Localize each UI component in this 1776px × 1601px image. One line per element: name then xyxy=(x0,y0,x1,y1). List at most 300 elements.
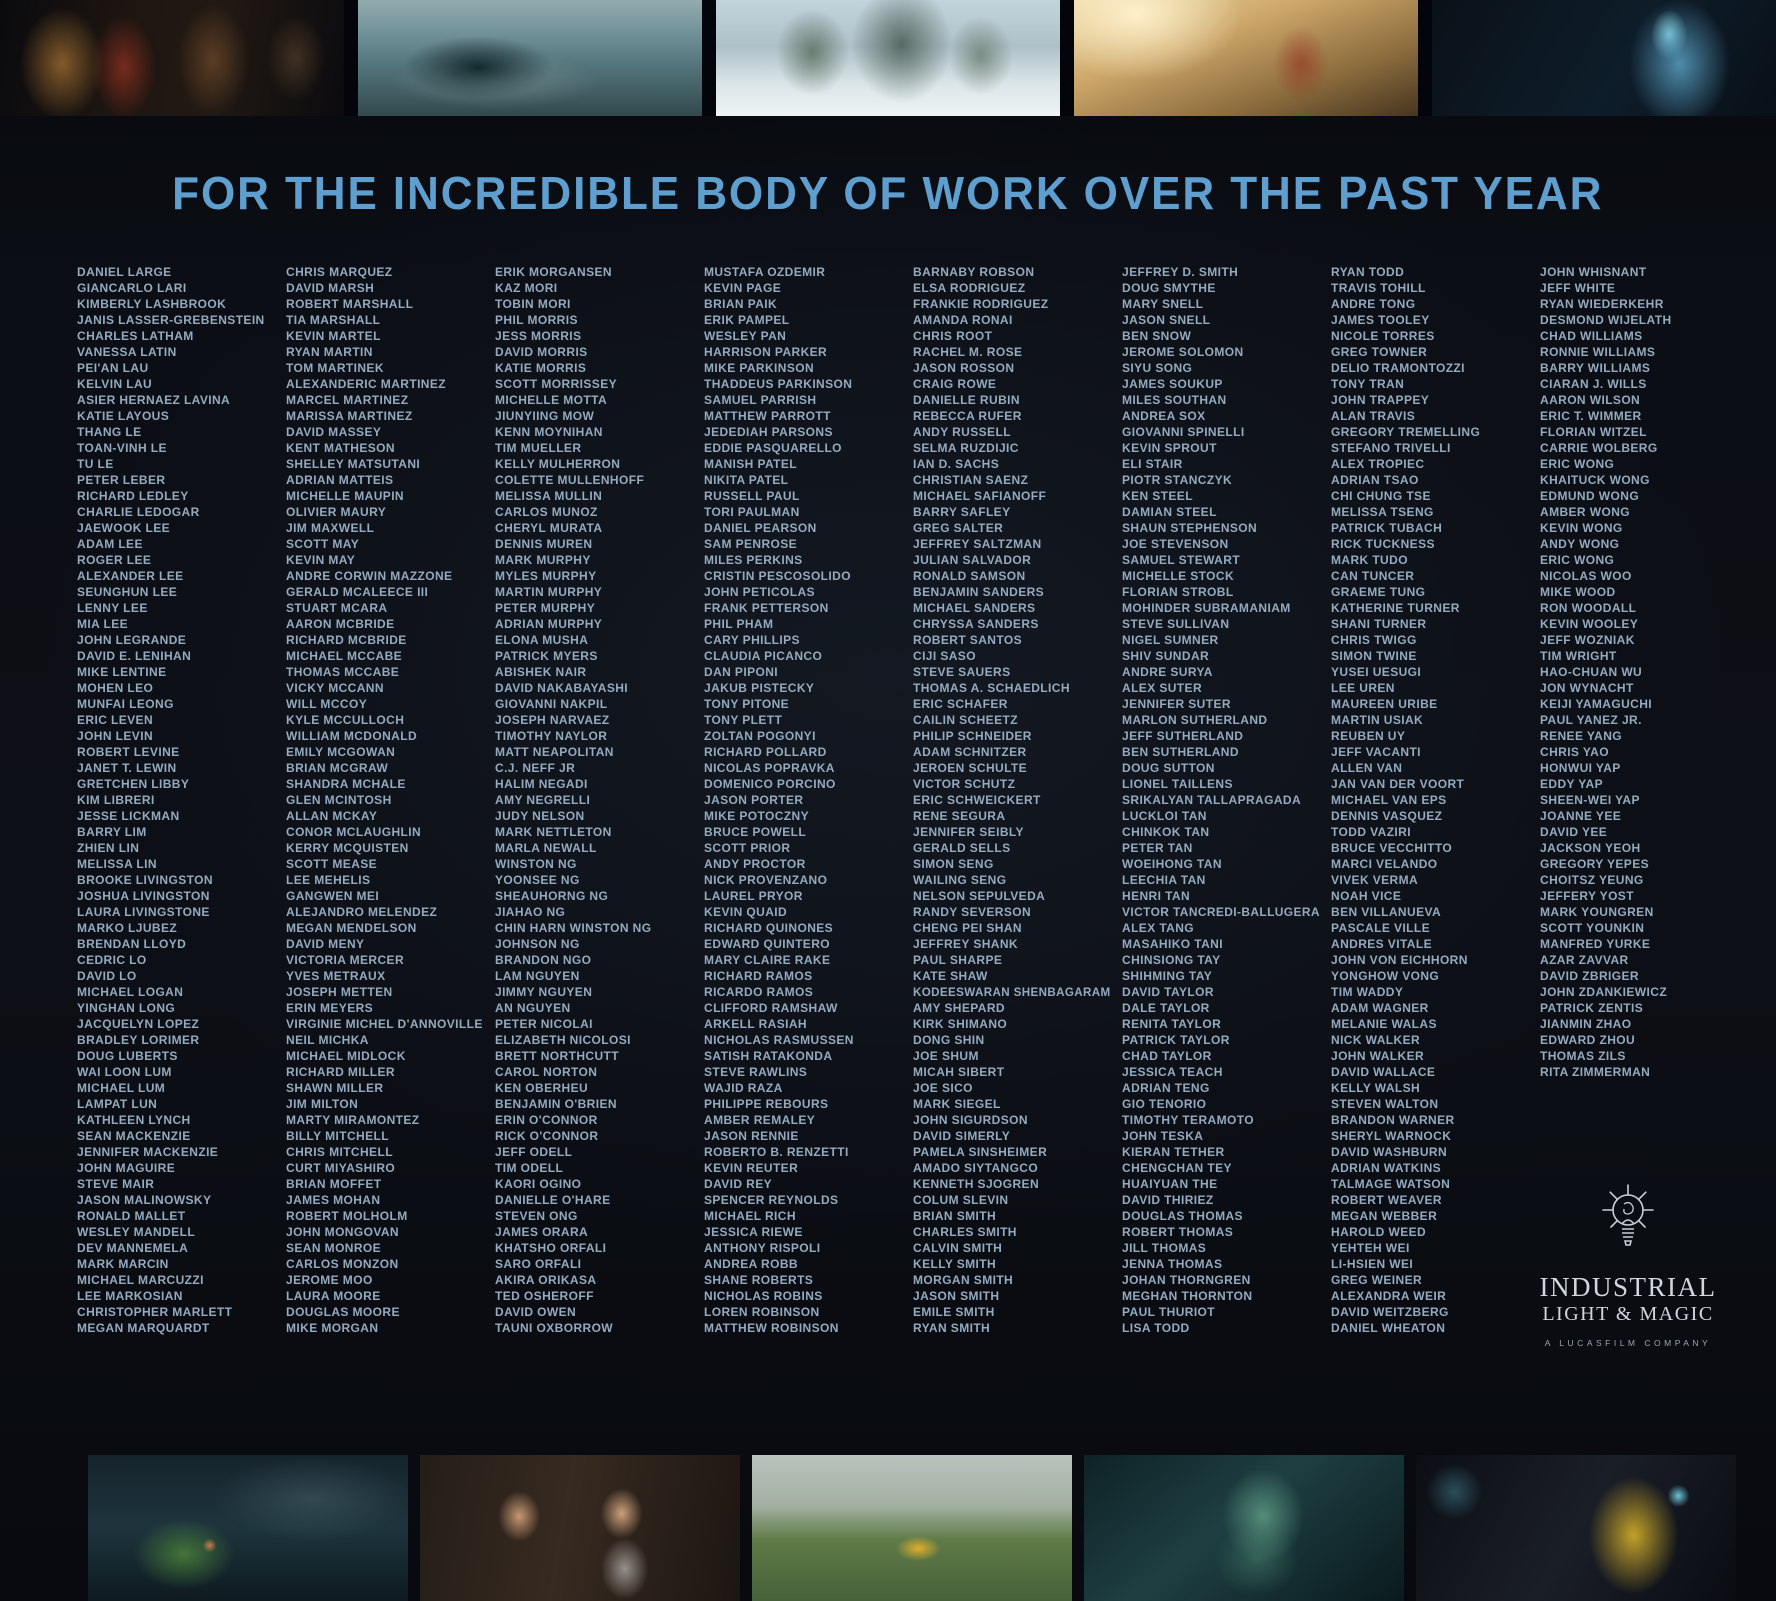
credit-name: MELISSA LIN xyxy=(77,857,157,871)
credit-name: JOHNSON NG xyxy=(495,937,580,951)
credit-name: TOM MARTINEK xyxy=(286,361,384,375)
credit-name: HARRISON PARKER xyxy=(704,345,828,359)
credit-name: SHANI TURNER xyxy=(1331,617,1427,631)
credit-name: DAN PIPONI xyxy=(704,665,779,679)
credit-name: ANDREA ROBB xyxy=(704,1257,798,1271)
credit-name: BRADLEY LORIMER xyxy=(77,1033,200,1047)
credit-name: ANDRE CORWIN MAZZONE xyxy=(286,569,453,583)
credit-name: VIRGINIE MICHEL D'ANNOVILLE xyxy=(286,1017,483,1031)
credit-name: MICHELLE MAUPIN xyxy=(286,489,404,503)
credit-name: JOHN LEVIN xyxy=(77,729,154,743)
credit-name: BRIAN MCGRAW xyxy=(286,761,389,775)
credit-name: ADAM WAGNER xyxy=(1331,1001,1429,1015)
credit-name: SELMA RUZDIJIC xyxy=(913,441,1019,455)
credit-name: PASCALE VILLE xyxy=(1331,921,1430,935)
credit-name: TIMOTHY TERAMOTO xyxy=(1122,1113,1254,1127)
credit-name: HAO-CHUAN WU xyxy=(1540,665,1643,679)
credit-name: KATE SHAW xyxy=(913,969,988,983)
credit-name: JASON ROSSON xyxy=(913,361,1015,375)
credit-name: GLEN MCINTOSH xyxy=(286,793,392,807)
ilm-logo-line1: INDUSTRIAL xyxy=(1539,1272,1717,1302)
credit-name: YVES METRAUX xyxy=(286,969,386,983)
credit-name: BARNABY ROBSON xyxy=(913,265,1035,279)
still-iron-man-armor-hall xyxy=(0,0,344,116)
credit-name: GRETCHEN LIBBY xyxy=(77,777,190,791)
credit-name: SHEEN-WEI YAP xyxy=(1540,793,1640,807)
credit-name: KEN OBERHEU xyxy=(495,1081,589,1095)
credit-name: VICTOR TANCREDI-BALLUGERA xyxy=(1122,905,1320,919)
credit-name: SHANDRA MCHALE xyxy=(286,777,406,791)
credit-name: EDWARD QUINTERO xyxy=(704,937,830,951)
credit-name: NELSON SEPULVEDA xyxy=(913,889,1046,903)
credit-name: COLUM SLEVIN xyxy=(913,1193,1009,1207)
credit-name: MARK YOUNGREN xyxy=(1540,905,1654,919)
credit-name: BARRY SAFLEY xyxy=(913,505,1011,519)
credit-name: ALEX TANG xyxy=(1122,921,1195,935)
credit-name: JOSHUA LIVINGSTON xyxy=(77,889,210,903)
credit-name: MICHELLE MOTTA xyxy=(495,393,608,407)
credit-name: RICHARD MCBRIDE xyxy=(286,633,407,647)
credit-name: MORGAN SMITH xyxy=(913,1273,1014,1287)
credit-name: GIOVANNI SPINELLI xyxy=(1122,425,1245,439)
credit-name: HUAIYUAN THE xyxy=(1122,1177,1218,1191)
credit-name: BEN SNOW xyxy=(1122,329,1192,343)
credit-name: LEE UREN xyxy=(1331,681,1395,695)
still-jurassic-rain-vehicle xyxy=(88,1455,408,1601)
credit-column xyxy=(1122,264,1331,1336)
credit-name: JEFFERY YOST xyxy=(1540,889,1634,903)
credit-column xyxy=(286,264,495,1336)
credit-name: LEE MARKOSIAN xyxy=(77,1289,183,1303)
credit-name: JOHN MONGOVAN xyxy=(286,1225,399,1239)
credit-name: SPENCER REYNOLDS xyxy=(704,1193,839,1207)
credit-name: ERIC LEVEN xyxy=(77,713,154,727)
credit-name: JAMES ORARA xyxy=(495,1225,589,1239)
credit-name: ROBERT MOLHOLM xyxy=(286,1209,408,1223)
credit-name: CAROL NORTON xyxy=(495,1065,598,1079)
credit-name: ALEXANDRA WEIR xyxy=(1331,1289,1447,1303)
credit-name: KELVIN LAU xyxy=(77,377,153,391)
credit-name: CHERYL MURATA xyxy=(495,521,603,535)
credit-name: RICHARD QUINONES xyxy=(704,921,834,935)
credit-name: MILES PERKINS xyxy=(704,553,803,567)
credit-name: JOHN PETICOLAS xyxy=(704,585,815,599)
credit-name: WESLEY PAN xyxy=(704,329,787,343)
credit-name: KEVIN MAY xyxy=(286,553,356,567)
credit-name: SCOTT MAY xyxy=(286,537,360,551)
credit-name: JEFF ODELL xyxy=(495,1145,573,1159)
credit-name: DAVID MENY xyxy=(286,937,365,951)
credit-name: PHILIPPE REBOURS xyxy=(704,1097,829,1111)
credit-name: MARK SIEGEL xyxy=(913,1097,1001,1111)
credit-name: DAVID WALLACE xyxy=(1331,1065,1436,1079)
credit-name: JIM MILTON xyxy=(286,1097,359,1111)
credit-name: RANDY SEVERSON xyxy=(913,905,1032,919)
credit-name: BARRY LIM xyxy=(77,825,147,839)
credit-name: NICOLAS WOO xyxy=(1540,569,1632,583)
credit-name: TIM ODELL xyxy=(495,1161,564,1175)
credit-column xyxy=(77,264,286,1336)
credit-name: TORI PAULMAN xyxy=(704,505,800,519)
credit-name: PAUL YANEZ JR. xyxy=(1540,713,1642,727)
credit-name: RICHARD MILLER xyxy=(286,1065,395,1079)
credit-name: SCOTT MORRISSEY xyxy=(495,377,618,391)
credit-name: RACHEL M. ROSE xyxy=(913,345,1023,359)
credit-name: VICKY MCCANN xyxy=(286,681,384,695)
credit-name: JEROME MOO xyxy=(286,1273,373,1287)
credit-name: TIM MUELLER xyxy=(495,441,582,455)
credit-name: ROBERT MARSHALL xyxy=(286,297,414,311)
ilm-lightbulb-icon xyxy=(1596,1182,1660,1262)
credit-name: CRISTIN PESCOSOLIDO xyxy=(704,569,851,583)
credit-name: MICAH SIBERT xyxy=(913,1065,1005,1079)
credit-name: JENNIFER SUTER xyxy=(1122,697,1231,711)
credit-name: MARKO LJUBEZ xyxy=(77,921,178,935)
credit-name: LOREN ROBINSON xyxy=(704,1305,820,1319)
credit-name: KIRK SHIMANO xyxy=(913,1017,1008,1031)
credit-name: JOHN LEGRANDE xyxy=(77,633,187,647)
credit-name: JAKUB PISTECKY xyxy=(704,681,815,695)
page-title-text: FOR THE INCREDIBLE BODY OF WORK OVER THE PAST YEAR xyxy=(172,167,1604,219)
credit-name: RENE SEGURA xyxy=(913,809,1006,823)
credit-name: MARY CLAIRE RAKE xyxy=(704,953,831,967)
credit-name: DAVID NAKABAYASHI xyxy=(495,681,629,695)
credit-name: RICARDO RAMOS xyxy=(704,985,814,999)
credit-name: CONOR MCLAUGHLIN xyxy=(286,825,422,839)
credit-name: BEN SUTHERLAND xyxy=(1122,745,1239,759)
credit-name: JIAHAO NG xyxy=(495,905,566,919)
credit-name: ALLEN VAN xyxy=(1331,761,1403,775)
credit-name: STEVE MAIR xyxy=(77,1177,155,1191)
credit-name: PHIL MORRIS xyxy=(495,313,578,327)
credit-name: ERIC WONG xyxy=(1540,553,1615,567)
credit-name: DENNIS MUREN xyxy=(495,537,593,551)
credit-name: ROBERT SANTOS xyxy=(913,633,1022,647)
credit-name: MANISH PATEL xyxy=(704,457,798,471)
credit-name: ANDRES VITALE xyxy=(1331,937,1432,951)
credit-name: PEI'AN LAU xyxy=(77,361,149,375)
credit-name: SAM PENROSE xyxy=(704,537,798,551)
credit-name: STEVE SAUERS xyxy=(913,665,1011,679)
credit-name: JEROEN SCHULTE xyxy=(913,761,1028,775)
credit-name: WILLIAM MCDONALD xyxy=(286,729,418,743)
credit-name: AARON MCBRIDE xyxy=(286,617,395,631)
credit-name: MARCI VELANDO xyxy=(1331,857,1438,871)
credit-name: NICK PROVENZANO xyxy=(704,873,828,887)
credit-name: JEFFREY SALTZMAN xyxy=(913,537,1042,551)
credit-name: ANDRE TONG xyxy=(1331,297,1416,311)
credit-name: NICHOLAS RASMUSSEN xyxy=(704,1033,854,1047)
credit-name: DAVID MARSH xyxy=(286,281,375,295)
credit-name: PETER TAN xyxy=(1122,841,1193,855)
credit-name: KEN STEEL xyxy=(1122,489,1193,503)
credit-name: RONALD MALLET xyxy=(77,1209,186,1223)
credit-name: HAROLD WEED xyxy=(1331,1225,1427,1239)
credit-name: KEIJI YAMAGUCHI xyxy=(1540,697,1653,711)
credit-name: ERIC WONG xyxy=(1540,457,1615,471)
credit-name: FRANKIE RODRIGUEZ xyxy=(913,297,1049,311)
credit-name: RICHARD RAMOS xyxy=(704,969,813,983)
credit-name: MANFRED YURKE xyxy=(1540,937,1651,951)
credit-name: MARLON SUTHERLAND xyxy=(1122,713,1268,727)
credit-name: KEVIN PAGE xyxy=(704,281,782,295)
credit-name: DOUG SUTTON xyxy=(1122,761,1215,775)
credit-name: MOHEN LEO xyxy=(77,681,154,695)
credit-name: RICK O'CONNOR xyxy=(495,1129,599,1143)
credit-name: DAVID OWEN xyxy=(495,1305,577,1319)
credit-name: JANET T. LEWIN xyxy=(77,761,177,775)
credit-name: CHRIS TWIGG xyxy=(1331,633,1417,647)
credit-name: KEVIN SPROUT xyxy=(1122,441,1217,455)
credit-name: JOHN WHISNANT xyxy=(1540,265,1647,279)
credit-name: GERALD MCALEECE III xyxy=(286,585,429,599)
credit-name: PAUL SHARPE xyxy=(913,953,1003,967)
still-tentacled-face xyxy=(1084,1455,1404,1601)
credit-name: JEFF WOZNIAK xyxy=(1540,633,1635,647)
still-sea-creature-ocean xyxy=(358,0,702,116)
credit-name: MARCEL MARTINEZ xyxy=(286,393,409,407)
credit-name: EDDY YAP xyxy=(1540,777,1604,791)
credit-column xyxy=(495,264,704,1336)
credit-name: CHRIS ROOT xyxy=(913,329,993,343)
ilm-logo-tagline: A LUCASFILM COMPANY xyxy=(1544,1338,1712,1348)
credit-name: VANESSA LATIN xyxy=(77,345,177,359)
credit-name: PAUL THURIOT xyxy=(1122,1305,1216,1319)
credit-name: CAILIN SCHEETZ xyxy=(913,713,1018,727)
credit-name: RYAN WIEDERKEHR xyxy=(1540,297,1664,311)
credit-name: JESSICA TEACH xyxy=(1122,1065,1223,1079)
credit-name: ARKELL RASIAH xyxy=(704,1017,807,1031)
credit-name: SATISH RATAKONDA xyxy=(704,1049,833,1063)
credit-name: PETER LEBER xyxy=(77,473,166,487)
credit-name: DOUGLAS THOMAS xyxy=(1122,1209,1243,1223)
credit-name: WESLEY MANDELL xyxy=(77,1225,196,1239)
credit-name: JANIS LASSER-GREBENSTEIN xyxy=(77,313,265,327)
credit-name: CHARLIE LEDOGAR xyxy=(77,505,200,519)
credit-name: PATRICK ZENTIS xyxy=(1540,1001,1644,1015)
credit-name: KEVIN MARTEL xyxy=(286,329,381,343)
credit-name: FLORIAN WITZEL xyxy=(1540,425,1647,439)
credit-name: SCOTT YOUNKIN xyxy=(1540,921,1645,935)
credit-name: AMBER WONG xyxy=(1540,505,1630,519)
credit-name: AMANDA RONAI xyxy=(913,313,1013,327)
credit-name: ANTHONY RISPOLI xyxy=(704,1241,821,1255)
credit-name: MEGAN WEBBER xyxy=(1331,1209,1438,1223)
credit-name: JILL THOMAS xyxy=(1122,1241,1207,1255)
film-strip-top xyxy=(0,0,1776,116)
credit-name: DANIELLE RUBIN xyxy=(913,393,1020,407)
credit-name: IAN D. SACHS xyxy=(913,457,1000,471)
credit-name: MOHINDER SUBRAMANIAM xyxy=(1122,601,1291,615)
credit-name: JASON MALINOWSKY xyxy=(77,1193,212,1207)
credit-name: JOSEPH NARVAEZ xyxy=(495,713,610,727)
credit-name: MICHAEL LUM xyxy=(77,1081,166,1095)
credit-name: DAMIAN STEEL xyxy=(1122,505,1217,519)
credit-name: MUNFAI LEONG xyxy=(77,697,174,711)
credit-name: ASIER HERNAEZ LAVINA xyxy=(77,393,231,407)
credit-name: CHARLES SMITH xyxy=(913,1225,1017,1239)
credit-name: RONNIE WILLIAMS xyxy=(1540,345,1656,359)
credit-name: REBECCA RUFER xyxy=(913,409,1022,423)
credit-name: TAUNI OXBORROW xyxy=(495,1321,614,1335)
credit-name: JUDY NELSON xyxy=(495,809,585,823)
credit-name: DAVID MASSEY xyxy=(286,425,382,439)
credit-name: CARRIE WOLBERG xyxy=(1540,441,1658,455)
credit-name: SARO ORFALI xyxy=(495,1257,582,1271)
credit-name: ADAM LEE xyxy=(77,537,143,551)
credit-name: THANG LE xyxy=(77,425,142,439)
credit-name: MARLA NEWALL xyxy=(495,841,597,855)
credit-name: LIONEL TAILLENS xyxy=(1122,777,1233,791)
credit-name: AN NGUYEN xyxy=(495,1001,571,1015)
credit-name: MARTIN MURPHY xyxy=(495,585,603,599)
credit-name: JAMES TOOLEY xyxy=(1331,313,1430,327)
credit-name: ANDREA SOX xyxy=(1122,409,1206,423)
credit-name: KENT MATHESON xyxy=(286,441,395,455)
credit-name: TONY PITONE xyxy=(704,697,790,711)
credit-name: SHAUN STEPHENSON xyxy=(1122,521,1258,535)
credit-name: RYAN TODD xyxy=(1331,265,1405,279)
credit-name: CHRYSSA SANDERS xyxy=(913,617,1039,631)
credit-name: NICK WALKER xyxy=(1331,1033,1421,1047)
credit-name: DANIEL PEARSON xyxy=(704,521,817,535)
credit-name: VICTOR SCHUTZ xyxy=(913,777,1016,791)
credit-name: ERIN MEYERS xyxy=(286,1001,374,1015)
credit-name: JAEWOOK LEE xyxy=(77,521,171,535)
credit-name: DOMENICO PORCINO xyxy=(704,777,836,791)
credit-name: THOMAS A. SCHAEDLICH xyxy=(913,681,1070,695)
credit-name: NOAH VICE xyxy=(1331,889,1402,903)
credit-name: CHAD WILLIAMS xyxy=(1540,329,1643,343)
credit-name: BRANDON WARNER xyxy=(1331,1113,1455,1127)
credit-name: JOHAN THORNGREN xyxy=(1122,1273,1251,1287)
credit-name: RICHARD LEDLEY xyxy=(77,489,189,503)
credit-name: PATRICK TUBACH xyxy=(1331,521,1443,535)
credit-name: CIJI SASO xyxy=(913,649,976,663)
credit-name: YOONSEE NG xyxy=(495,873,580,887)
credit-name: LAURA MOORE xyxy=(286,1289,381,1303)
credit-name: RONALD SAMSON xyxy=(913,569,1026,583)
credit-name: GREGORY TREMELLING xyxy=(1331,425,1481,439)
credit-name: GREG TOWNER xyxy=(1331,345,1428,359)
credit-name: SHAWN MILLER xyxy=(286,1081,384,1095)
credit-column xyxy=(913,264,1122,1336)
credit-name: PETER MURPHY xyxy=(495,601,596,615)
credit-name: YUSEI UESUGI xyxy=(1331,665,1422,679)
credit-name: CHRIS MITCHELL xyxy=(286,1145,393,1159)
credit-name: KATIE MORRIS xyxy=(495,361,587,375)
credit-name: CARLOS MONZON xyxy=(286,1257,399,1271)
credit-name: KIMBERLY LASHBROOK xyxy=(77,297,227,311)
credit-name: SIMON SENG xyxy=(913,857,994,871)
credit-name: MATTHEW ROBINSON xyxy=(704,1321,839,1335)
credit-name: BENJAMIN O'BRIEN xyxy=(495,1097,617,1111)
credit-name: TONY PLETT xyxy=(704,713,783,727)
credit-name: PATRICK TAYLOR xyxy=(1122,1033,1230,1047)
still-yellow-robot xyxy=(1416,1455,1736,1601)
credit-name: JOHN WALKER xyxy=(1331,1049,1425,1063)
credit-name: GREG SALTER xyxy=(913,521,1004,535)
credit-name: MIKE LENTINE xyxy=(77,665,167,679)
ilm-logo xyxy=(1528,1182,1728,1348)
credit-name: TED OSHEROFF xyxy=(495,1289,594,1303)
credit-name: CHRISTIAN SAENZ xyxy=(913,473,1029,487)
credit-name: TRAVIS TOHILL xyxy=(1331,281,1426,295)
credit-name: CLAUDIA PICANCO xyxy=(704,649,823,663)
credit-name: LAM NGUYEN xyxy=(495,969,580,983)
credit-name: KIERAN TETHER xyxy=(1122,1145,1225,1159)
credit-name: GIO TENORIO xyxy=(1122,1097,1207,1111)
credit-name: CHIN HARN WINSTON NG xyxy=(495,921,652,935)
credit-name: DESMOND WIJELATH xyxy=(1540,313,1672,327)
credit-name: NICHOLAS ROBINS xyxy=(704,1289,823,1303)
credit-name: MARK TUDO xyxy=(1331,553,1408,567)
credit-name: GERALD SELLS xyxy=(913,841,1011,855)
credit-name: TIMOTHY NAYLOR xyxy=(495,729,608,743)
credit-name: BRENDAN LLOYD xyxy=(77,937,187,951)
credit-name: MICHAEL RICH xyxy=(704,1209,796,1223)
credit-name: WAI LOON LUM xyxy=(77,1065,172,1079)
credit-name: JOHN MAGUIRE xyxy=(77,1161,176,1175)
credit-name: TOBIN MORI xyxy=(495,297,571,311)
credit-name: LUCKLOI TAN xyxy=(1122,809,1207,823)
credit-name: STEVEN WALTON xyxy=(1331,1097,1439,1111)
credit-name: BENJAMIN SANDERS xyxy=(913,585,1045,599)
credit-name: ALEXANDER LEE xyxy=(77,569,184,583)
credit-name: EDMUND WONG xyxy=(1540,489,1640,503)
credit-name: ADRIAN TENG xyxy=(1122,1081,1210,1095)
credit-name: THOMAS MCCABE xyxy=(286,665,400,679)
credit-name: MICHAEL LOGAN xyxy=(77,985,184,999)
credit-name: SAMUEL STEWART xyxy=(1122,553,1241,567)
credit-column xyxy=(704,264,913,1336)
credit-name: ERIK MORGANSEN xyxy=(495,265,612,279)
credit-name: RENITA TAYLOR xyxy=(1122,1017,1222,1031)
credit-name: HONWUI YAP xyxy=(1540,761,1621,775)
credit-name: CURT MIYASHIRO xyxy=(286,1161,396,1175)
credit-name: JOHN VON EICHHORN xyxy=(1331,953,1468,967)
credit-name: PETER NICOLAI xyxy=(495,1017,593,1031)
credit-name: CLIFFORD RAMSHAW xyxy=(704,1001,838,1015)
still-blue-face-glow xyxy=(1432,0,1776,116)
credit-name: STUART MCARA xyxy=(286,601,388,615)
credit-name: JOE SICO xyxy=(913,1081,973,1095)
credit-name: JEFF SUTHERLAND xyxy=(1122,729,1244,743)
credit-name: DANIELLE O'HARE xyxy=(495,1193,611,1207)
credit-name: BROOKE LIVINGSTON xyxy=(77,873,213,887)
credit-name: ROBERT LEVINE xyxy=(77,745,180,759)
ilm-logo-line2: LIGHT & MAGIC xyxy=(1542,1303,1714,1325)
credit-name: JESS MORRIS xyxy=(495,329,582,343)
credit-name: JON WYNACHT xyxy=(1540,681,1634,695)
credit-name: NIKITA PATEL xyxy=(704,473,789,487)
credit-name: DAVID WASHBURN xyxy=(1331,1145,1448,1159)
credit-name: MEGAN MENDELSON xyxy=(286,921,417,935)
credit-name: WAJID RAZA xyxy=(704,1081,783,1095)
credit-name: GIOVANNI NAKPIL xyxy=(495,697,608,711)
credit-name: STEVE RAWLINS xyxy=(704,1065,808,1079)
credit-name: CHINKOK TAN xyxy=(1122,825,1210,839)
credit-name: THADDEUS PARKINSON xyxy=(704,377,853,391)
credit-name: OLIVIER MAURY xyxy=(286,505,387,519)
credit-name: BILLY MITCHELL xyxy=(286,1129,389,1143)
credit-name: JESSE LICKMAN xyxy=(77,809,180,823)
credit-name: CHINSIONG TAY xyxy=(1122,953,1221,967)
credit-name: ELONA MUSHA xyxy=(495,633,589,647)
credit-name: JOHN SIGURDSON xyxy=(913,1113,1028,1127)
credit-name: DONG SHIN xyxy=(913,1033,985,1047)
credit-name: SHEAUHORNG NG xyxy=(495,889,609,903)
